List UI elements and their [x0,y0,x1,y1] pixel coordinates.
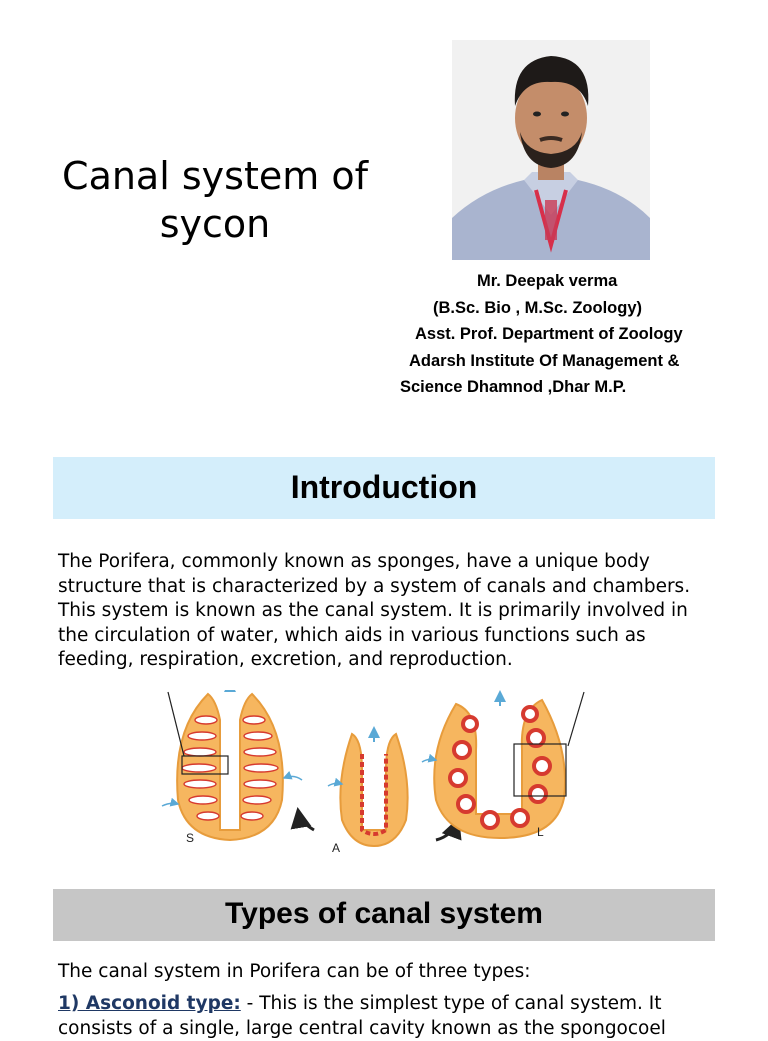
author-portrait-illustration [452,40,650,260]
author-qualification: (B.Sc. Bio , M.Sc. Zoology) [433,298,643,317]
asconoid-label: A [332,841,341,855]
introduction-heading: Introduction [53,457,715,519]
leuconoid-label: L [537,825,544,839]
syconoid-sponge-shape [162,690,302,840]
author-position: Asst. Prof. Department of Zoology [415,325,683,343]
asconoid-type-text: - This is the simplest type of canal system. It consists of a single, large central cavity known as the spongocoel [58,993,666,1039]
page-title [60,152,370,248]
syconoid-label: S [186,831,195,845]
types-intro: The canal system in Porifera can be of three types: [58,961,531,982]
title-line-1: Canal system of [62,154,368,198]
title-line-2: sycon [159,202,271,246]
leuconoid-sponge-shape [422,692,584,838]
author-name: Mr. Deepak verma [477,272,618,290]
types-heading: Types of canal system [53,889,715,941]
introduction-paragraph: The Porifera, commonly known as sponges, have a unique body structure that is characterized by a system of canals and chambers. This system is known as the canal system. It is primarily involved in the circulation of water, which aids in various functions such as feeding, respiration, excretion, and reproduction. [58,551,691,670]
asconoid-type-label: 1) Asconoid type: [58,993,241,1014]
asconoid-type-item [58,992,718,1041]
author-institute-line-2: Science Dhamnod ,Dhar M.P. [400,378,627,396]
author-photo [452,40,650,260]
author-info [395,268,725,401]
canal-types-illustration [160,690,590,860]
author-institute-line-1: Adarsh Institute Of Management & [409,351,680,370]
canal-system-diagram [160,690,590,860]
asconoid-sponge-shape [328,728,408,846]
